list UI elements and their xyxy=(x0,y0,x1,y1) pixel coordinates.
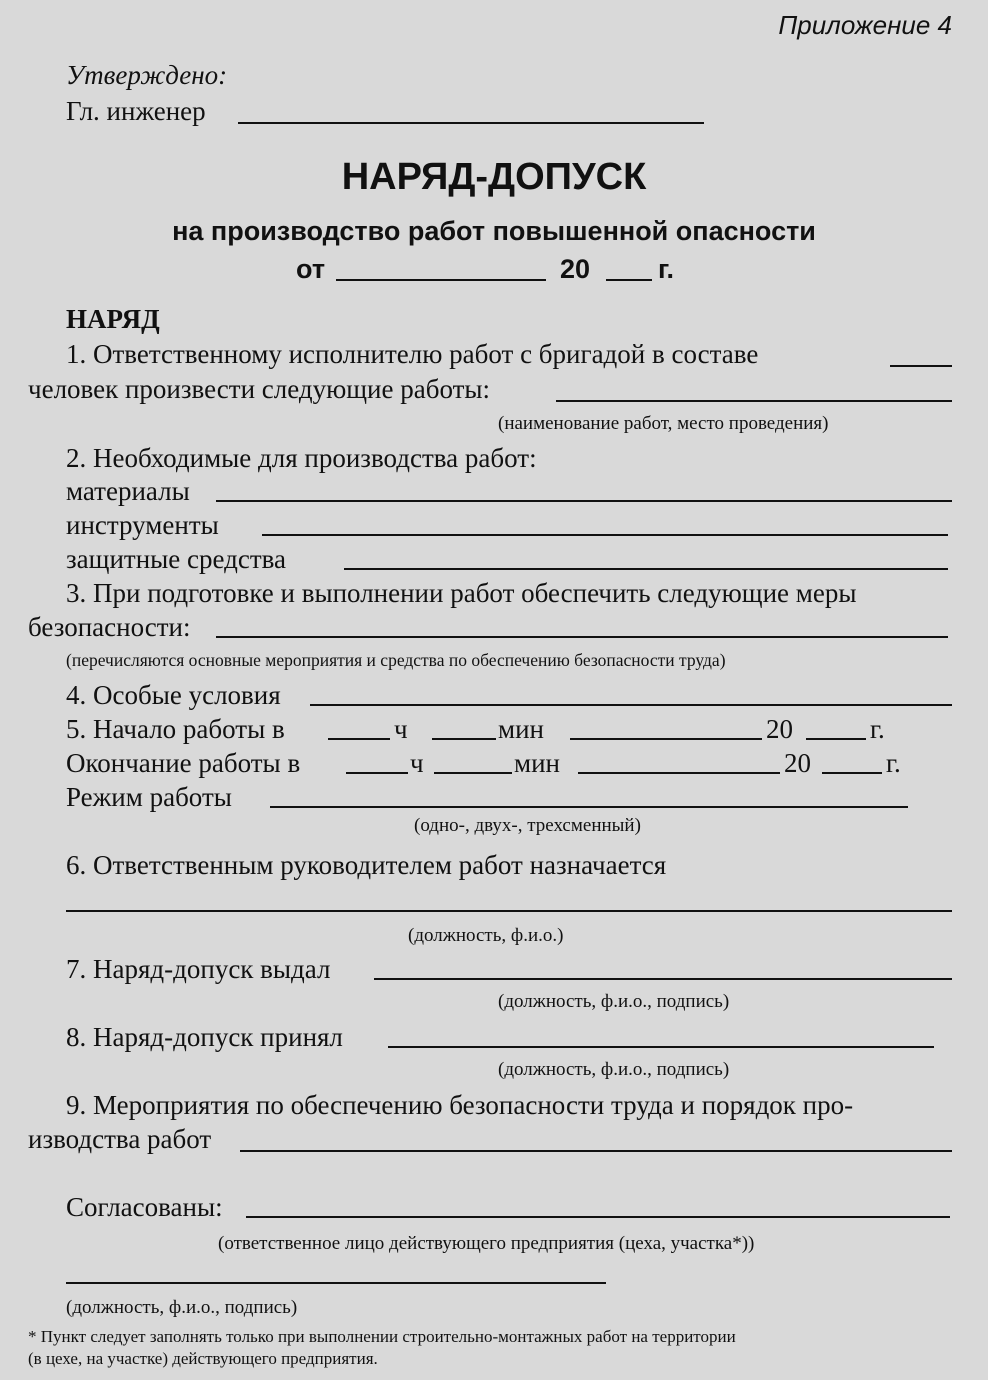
start-date-field[interactable] xyxy=(570,738,762,740)
item6-caption: (должность, ф.и.о.) xyxy=(408,925,564,946)
start-min-label: мин xyxy=(498,714,544,744)
item3-caption: (перечисляются основные мероприятия и средства по обеспечению безопасности труда) xyxy=(66,650,726,670)
accepted-by-field[interactable] xyxy=(388,1046,934,1048)
chief-engineer-field[interactable] xyxy=(238,122,704,124)
tools-label: инструменты xyxy=(66,510,219,540)
agreed-caption2: (должность, ф.и.о., подпись) xyxy=(66,1297,298,1318)
mode-field[interactable] xyxy=(270,806,908,808)
item6-label: 6. Ответственным руководителем работ назначается xyxy=(66,850,667,880)
end-hour-field[interactable] xyxy=(346,772,408,774)
item1-caption: (наименование работ, место проведения) xyxy=(498,413,829,434)
agreed-signature-field[interactable] xyxy=(66,1282,606,1284)
start-year-prefix: 20 xyxy=(766,714,793,744)
item8-label: 8. Наряд-допуск принял xyxy=(66,1022,343,1052)
footnote-line2: (в цехе, на участке) действующего предприятия. xyxy=(28,1349,378,1368)
safety-measures-field[interactable] xyxy=(216,636,948,638)
item7-label: 7. Наряд-допуск выдал xyxy=(66,954,331,984)
materials-label: материалы xyxy=(66,476,190,506)
start-hour-label: ч xyxy=(394,714,408,744)
form-subtitle: на производство работ повышенной опасности xyxy=(172,216,816,246)
item1-line1: 1. Ответственному исполнителю работ с бригадой в составе xyxy=(66,339,759,369)
end-year-prefix: 20 xyxy=(784,748,811,778)
date-year-prefix: 20 xyxy=(560,254,591,284)
start-year-field[interactable] xyxy=(806,738,866,740)
date-year-suffix: г. xyxy=(658,254,675,284)
special-conditions-field[interactable] xyxy=(310,704,952,706)
item3-line2: безопасности: xyxy=(28,612,191,642)
approved-label: Утверждено: xyxy=(66,60,228,90)
item7-caption: (должность, ф.и.о., подпись) xyxy=(498,991,730,1012)
item8-caption: (должность, ф.и.о., подпись) xyxy=(498,1059,730,1080)
works-field[interactable] xyxy=(556,400,952,402)
agreed-caption: (ответственное лицо действующего предприятия (цеха, участка*)) xyxy=(218,1233,755,1254)
start-label: 5. Начало работы в xyxy=(66,714,285,744)
section-heading: НАРЯД xyxy=(66,304,160,334)
date-year-field[interactable] xyxy=(606,279,652,281)
appendix-label: Приложение 4 xyxy=(778,10,952,40)
date-field[interactable] xyxy=(336,279,546,281)
mode-caption: (одно-, двух-, трехсменный) xyxy=(414,815,641,836)
end-hour-label: ч xyxy=(410,748,424,778)
agreed-field[interactable] xyxy=(246,1216,950,1218)
start-min-field[interactable] xyxy=(432,738,496,740)
footnote-line1: * Пункт следует заполнять только при выполнении строительно-монтажных работ на территории xyxy=(28,1327,736,1346)
protective-field[interactable] xyxy=(344,568,948,570)
item1-line2: человек произвести следующие работы: xyxy=(28,374,491,404)
responsible-manager-field[interactable] xyxy=(66,910,952,912)
item9-line1: 9. Мероприятия по обеспечению безопасности труда и порядок про- xyxy=(66,1090,854,1120)
safety-procedures-field[interactable] xyxy=(240,1150,952,1152)
materials-field[interactable] xyxy=(216,500,952,502)
protective-label: защитные средства xyxy=(66,544,287,574)
date-from-label: от xyxy=(296,254,326,284)
start-year-suffix: г. xyxy=(870,714,885,744)
end-label: Окончание работы в xyxy=(66,748,301,778)
end-min-label: мин xyxy=(514,748,560,778)
form-title: НАРЯД-ДОПУСК xyxy=(341,156,647,198)
brigade-size-field[interactable] xyxy=(890,365,952,367)
tools-field[interactable] xyxy=(262,534,948,536)
chief-engineer-label: Гл. инженер xyxy=(66,96,206,126)
agreed-label: Согласованы: xyxy=(66,1192,223,1222)
item9-line2: изводства работ xyxy=(28,1124,212,1154)
end-min-field[interactable] xyxy=(434,772,512,774)
item2-heading: 2. Необходимые для производства работ: xyxy=(66,443,537,473)
end-year-suffix: г. xyxy=(886,748,901,778)
end-date-field[interactable] xyxy=(578,772,780,774)
item3-line1: 3. При подготовке и выполнении работ обеспечить следующие меры xyxy=(66,578,857,608)
mode-label: Режим работы xyxy=(66,782,232,812)
item4-label: 4. Особые условия xyxy=(66,680,281,710)
issued-by-field[interactable] xyxy=(374,978,952,980)
end-year-field[interactable] xyxy=(822,772,882,774)
start-hour-field[interactable] xyxy=(328,738,390,740)
